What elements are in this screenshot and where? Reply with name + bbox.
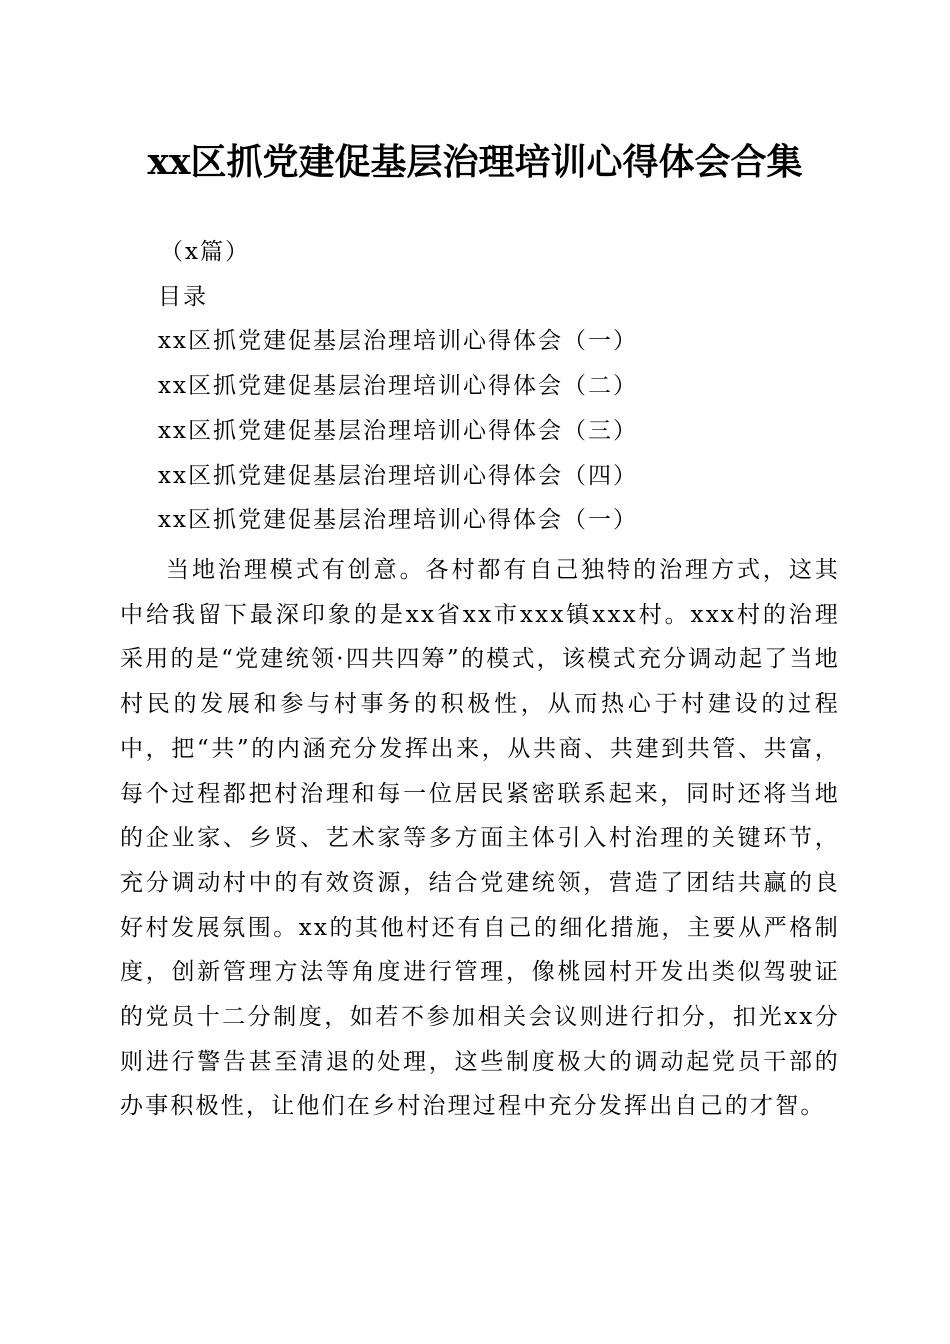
toc-item[interactable]: xx区抓党建促基层治理培训心得体会（三） xyxy=(158,418,638,444)
toc-item[interactable]: xx区抓党建促基层治理培训心得体会（二） xyxy=(158,373,638,399)
section-heading: xx区抓党建促基层治理培训心得体会（一） xyxy=(158,507,638,533)
toc-item[interactable]: xx区抓党建促基层治理培训心得体会（四） xyxy=(158,463,638,489)
toc-heading: 目录 xyxy=(158,284,208,310)
document-title: xx区抓党建促基层治理培训心得体会合集 xyxy=(147,141,803,183)
body-paragraph: 当地治理模式有创意。各村都有自己独特的治理方式，这其中给我留下最深印象的是xx省xx市xxx镇xxx村。xxx村的治理采用的是“党建统领·四共四筹”的模式，该模式充分调动起了当地村民的发展和参与村事务的积极性，从而热心于村建设的过程中，把“共”的内涵充分发挥出来，从共商、共建到共管、共富，每个过程都把村治理和每一位居民紧密联系起来，同时还将当地的企业家、乡贤、艺术家等多方面主体引入村治理的关键环节，充分调动村中的有效资源，结合党建统领，营造了团结共赢的良好村发展氛围。xx的其他村还有自己的细化措施，主要从严格制度，创新管理方法等角度进行管理，像桃园村开发出类似驾驶证的党员十二分制度，如若不参加相关会议则进行扣分，扣光xx分则进行警告甚至清退的处理，这些制度极大的调动起党员干部的办事积极性，让他们在乡村治理过程中充分发挥出自己的才智。 xyxy=(120,557,840,1120)
toc-item[interactable]: xx区抓党建促基层治理培训心得体会（一） xyxy=(158,328,638,354)
article-count-note: （x篇） xyxy=(160,239,250,265)
